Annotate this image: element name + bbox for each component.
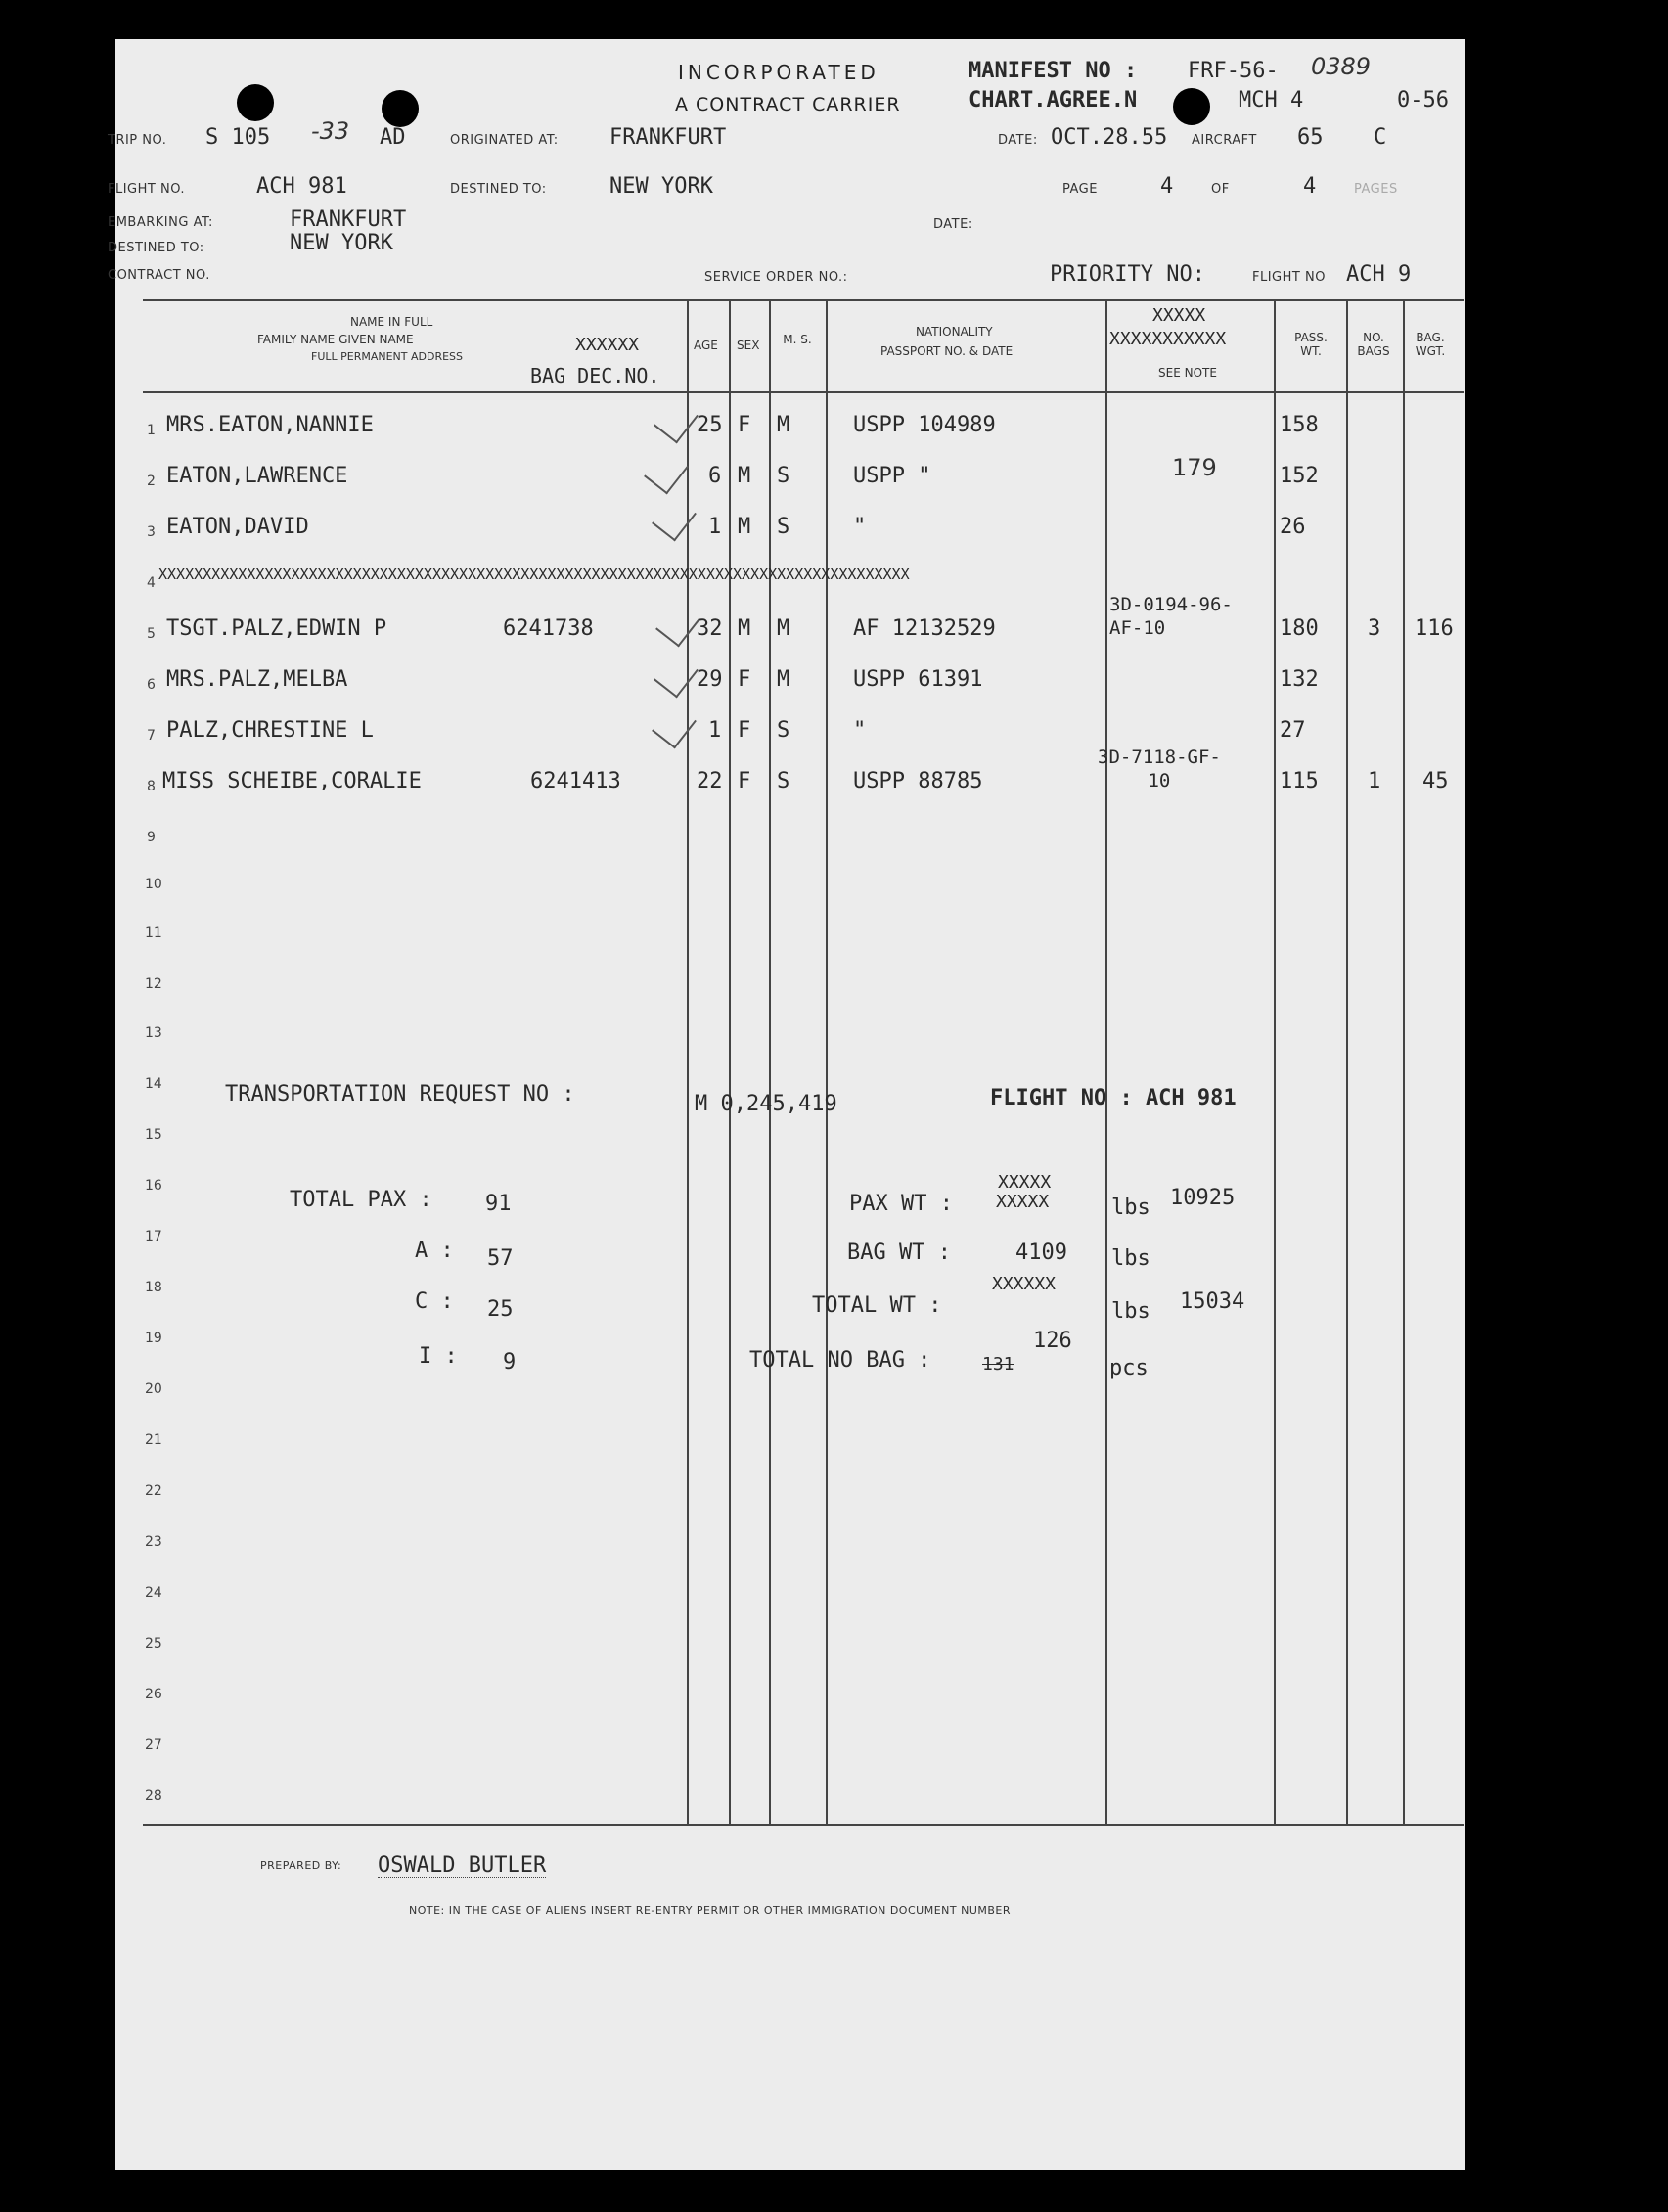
total-wt-label: TOTAL WT : xyxy=(812,1293,942,1318)
priority-flight-small: FLIGHT NO xyxy=(1252,270,1326,285)
passenger-name: MRS.EATON,NANNIE xyxy=(166,413,374,437)
row-number: 22 xyxy=(145,1483,162,1499)
passenger-name-struck: XXXXXXXXXXXXXXXXXXXXXXXXXXXXXXXXXXXXXXXXXXXXXXXXXXXXXXXXXXXXXXXXXXXXXXXXXXXXXXXXXXXXX xyxy=(158,565,910,583)
total-bag-pcs: pcs xyxy=(1109,1356,1149,1380)
bag-wt-lbs: lbs xyxy=(1111,1246,1150,1271)
pax-wt-struck: XXXXX xyxy=(998,1172,1052,1193)
aircraft-tail: C xyxy=(1374,125,1387,150)
pax-wt-label: PAX WT : xyxy=(849,1192,953,1216)
chart-agree-label: CHART.AGREE.N xyxy=(969,88,1138,113)
passenger-passport: AF 12132529 xyxy=(853,616,996,641)
i-value: 9 xyxy=(503,1350,517,1375)
row-number: 2 xyxy=(147,474,156,489)
col-header-name-struck: XXXXXX xyxy=(575,335,640,355)
passenger-name: PALZ,CHRESTINE L xyxy=(166,718,374,743)
a-label: A : xyxy=(415,1239,454,1263)
passenger-sex: F xyxy=(738,667,751,692)
checkmark-icon xyxy=(654,653,699,699)
chart-agree-tail: 0-56 xyxy=(1397,88,1449,113)
passenger-wt: 158 xyxy=(1280,413,1319,437)
col-header-name-l3: FULL PERMANENT ADDRESS xyxy=(311,350,464,363)
c-label: C : xyxy=(415,1289,454,1314)
destined-label: DESTINED TO: xyxy=(450,182,547,197)
passenger-sex: M xyxy=(738,515,751,539)
passenger-passport: " xyxy=(853,718,867,743)
manifest-label: MANIFEST NO : xyxy=(969,59,1138,83)
col-rule-note xyxy=(1105,299,1107,1824)
passenger-id: 6241413 xyxy=(530,769,621,793)
col-header-sex: SEX xyxy=(737,339,760,352)
passenger-ms: M xyxy=(777,667,790,692)
aircraft-value: 65 xyxy=(1297,125,1324,150)
trip-label: TRIP NO. xyxy=(108,133,167,148)
total-bag-label: TOTAL NO BAG : xyxy=(749,1348,931,1373)
passenger-age: 6 xyxy=(708,464,722,488)
col-header-pass-wt: PASS. WT. xyxy=(1294,331,1328,358)
checkmark-icon xyxy=(652,496,697,542)
passenger-wt: 152 xyxy=(1280,464,1319,488)
col-header-bag-dec: BAG DEC.NO. xyxy=(530,364,660,387)
summary-flight: FLIGHT NO : ACH 981 xyxy=(990,1086,1237,1110)
row-number: 5 xyxy=(147,626,156,642)
passenger-bag-weight: 45 xyxy=(1422,769,1449,793)
trip-value: S 105 xyxy=(205,125,271,150)
passenger-ms: S xyxy=(777,718,790,743)
priority-label: PRIORITY NO: xyxy=(1050,262,1205,287)
originated-value: FRANKFURT xyxy=(609,125,727,150)
col-header-see-note: SEE NOTE xyxy=(1158,366,1217,380)
row-number: 21 xyxy=(145,1432,162,1448)
row-number: 8 xyxy=(147,779,156,794)
a-value: 57 xyxy=(487,1246,514,1271)
pax-wt-struck-line2: XXXXX xyxy=(996,1192,1050,1212)
row-number: 1 xyxy=(147,423,156,438)
passenger-wt: 180 xyxy=(1280,616,1319,641)
passenger-sex: F xyxy=(738,769,751,793)
total-wt-struck: XXXXXX xyxy=(992,1274,1057,1294)
row-number: 10 xyxy=(145,877,162,892)
col-header-nationality-l2: PASSPORT NO. & DATE xyxy=(880,344,1014,358)
row-number: 4 xyxy=(147,575,156,591)
immigration-note: NOTE: IN THE CASE OF ALIENS INSERT RE-ENTRY PERMIT OR OTHER IMMIGRATION DOCUMENT NUMBER xyxy=(409,1904,1011,1917)
checkmark-icon xyxy=(654,398,699,444)
checkmark-icon xyxy=(644,449,689,495)
row-number: 7 xyxy=(147,728,156,744)
row-number: 25 xyxy=(145,1636,162,1651)
row-number: 23 xyxy=(145,1534,162,1550)
trip-suffix: AD xyxy=(380,125,406,150)
page-value: 4 xyxy=(1160,174,1174,199)
passenger-passport: USPP 88785 xyxy=(853,769,983,793)
row-number: 20 xyxy=(145,1381,162,1397)
embarking-label: EMBARKING AT: xyxy=(108,215,213,230)
date-label: DATE: xyxy=(998,133,1038,148)
passenger-id: 6241738 xyxy=(503,616,594,641)
passenger-name: TSGT.PALZ,EDWIN P xyxy=(166,616,387,641)
passenger-passport: " xyxy=(853,515,867,539)
row-number: 14 xyxy=(145,1076,162,1092)
col-header-age: AGE xyxy=(694,339,718,352)
pax-wt-value: 10925 xyxy=(1170,1186,1236,1210)
manifest-sheet xyxy=(108,39,1465,2170)
i-label: I : xyxy=(419,1344,458,1369)
passenger-age: 1 xyxy=(708,718,722,743)
col-rule-sex xyxy=(729,299,731,1824)
col-rule-nationality xyxy=(826,299,828,1824)
of-value: 4 xyxy=(1303,174,1317,199)
passenger-wt: 132 xyxy=(1280,667,1319,692)
flight-value: ACH 981 xyxy=(256,174,347,199)
col-rule-nobags xyxy=(1346,299,1348,1824)
passenger-passport: USPP " xyxy=(853,464,931,488)
total-bag-value: 126 xyxy=(1033,1329,1072,1353)
embarking-value: FRANKFURT xyxy=(290,207,407,232)
prepared-by-value: OSWALD BUTLER xyxy=(378,1853,547,1877)
passenger-ms: M xyxy=(777,413,790,437)
total-wt-value: 15034 xyxy=(1180,1289,1245,1314)
col-header-nationality-l1: NATIONALITY xyxy=(916,325,993,339)
passenger-age: 25 xyxy=(697,413,723,437)
passenger-bags: 3 xyxy=(1368,616,1381,641)
total-bag-struck: 131 xyxy=(982,1354,1014,1375)
passenger-age: 32 xyxy=(697,616,723,641)
passenger-name: EATON,DAVID xyxy=(166,515,309,539)
col-header-name-l2: FAMILY NAME GIVEN NAME xyxy=(257,333,414,346)
row-number: 17 xyxy=(145,1229,162,1244)
punch-hole-right xyxy=(1173,88,1210,125)
passenger-wt: 115 xyxy=(1280,769,1319,793)
passenger-wt: 26 xyxy=(1280,515,1306,539)
col-header-name-l1: NAME IN FULL xyxy=(350,315,433,329)
row-number: 16 xyxy=(145,1178,162,1194)
passenger-ms: S xyxy=(777,769,790,793)
punch-hole-left xyxy=(237,84,274,121)
checkmark-icon xyxy=(655,602,700,648)
prepared-by-label: PREPARED BY: xyxy=(260,1859,342,1872)
col-header-ms: M. S. xyxy=(783,333,812,346)
passenger-ms: S xyxy=(777,464,790,488)
date-value: OCT.28.55 xyxy=(1051,125,1168,150)
row-number: 26 xyxy=(145,1687,162,1702)
originated-label: ORIGINATED AT: xyxy=(450,133,559,148)
col-header-no-bags: NO. BAGS xyxy=(1357,331,1390,358)
punch-hole-center xyxy=(382,90,419,127)
col-header-note-struck1: XXXXX xyxy=(1152,305,1206,326)
row-number: 24 xyxy=(145,1585,162,1601)
chart-agree-value: MCH 4 xyxy=(1239,88,1304,113)
pages-label: PAGES xyxy=(1354,182,1398,197)
passenger-note: 3D-7118-GF- 10 xyxy=(1098,746,1221,791)
passenger-name: MRS.PALZ,MELBA xyxy=(166,667,348,692)
row-number: 12 xyxy=(145,976,162,992)
bag-wt-value: 4109 xyxy=(1015,1241,1067,1265)
row-number: 6 xyxy=(147,677,156,693)
row-number: 28 xyxy=(145,1788,162,1804)
passenger-passport: USPP 104989 xyxy=(853,413,996,437)
row-number: 15 xyxy=(145,1127,162,1143)
passenger-sex: M xyxy=(738,464,751,488)
passenger-age: 1 xyxy=(708,515,722,539)
destined2-value: NEW YORK xyxy=(290,231,393,255)
passenger-name: EATON,LAWRENCE xyxy=(166,464,348,488)
passenger-sex: F xyxy=(738,413,751,437)
page-label: PAGE xyxy=(1062,182,1098,197)
row-number: 27 xyxy=(145,1738,162,1753)
passenger-name: MISS SCHEIBE,CORALIE xyxy=(162,769,422,793)
manifest-number-handwritten: 0389 xyxy=(1311,53,1372,80)
col-header-note-struck2: XXXXXXXXXXX xyxy=(1109,329,1227,349)
destined2-label: DESTINED TO: xyxy=(108,241,204,255)
c-value: 25 xyxy=(487,1297,514,1322)
passenger-age: 22 xyxy=(697,769,723,793)
row-number: 18 xyxy=(145,1280,162,1295)
total-pax-label: TOTAL PAX : xyxy=(290,1188,432,1212)
transport-request-label: TRANSPORTATION REQUEST NO : xyxy=(225,1082,575,1106)
priority-flight-value: ACH 9 xyxy=(1346,262,1412,287)
passenger-sex: F xyxy=(738,718,751,743)
passenger-bag-weight: 116 xyxy=(1415,616,1454,641)
row-number: 13 xyxy=(145,1025,162,1041)
col-rule-bagwgt xyxy=(1403,299,1405,1824)
pax-wt-lbs: lbs xyxy=(1111,1196,1150,1220)
col-rule-age xyxy=(687,299,689,1824)
passenger-passport: USPP 61391 xyxy=(853,667,983,692)
total-pax-value: 91 xyxy=(485,1192,512,1216)
passenger-wt: 27 xyxy=(1280,718,1306,743)
of-label: OF xyxy=(1211,182,1230,197)
passenger-bags: 1 xyxy=(1368,769,1381,793)
table-header-rule xyxy=(143,391,1464,393)
passenger-ms: M xyxy=(777,616,790,641)
col-header-bag-wgt: BAG. WGT. xyxy=(1415,331,1446,358)
trip-handwritten: -33 xyxy=(311,117,350,145)
table-top-rule xyxy=(143,299,1464,301)
col-rule-ms xyxy=(769,299,771,1824)
row-number: 9 xyxy=(147,830,156,845)
passenger-sex: M xyxy=(738,616,751,641)
destined-value: NEW YORK xyxy=(609,174,713,199)
total-wt-lbs: lbs xyxy=(1111,1299,1150,1324)
passenger-note: 3D-0194-96- AF-10 xyxy=(1109,594,1233,639)
passenger-note: 179 xyxy=(1172,454,1217,481)
carrier-line: A CONTRACT CARRIER xyxy=(675,94,901,115)
row-number: 3 xyxy=(147,524,156,540)
passenger-age: 29 xyxy=(697,667,723,692)
row-number: 19 xyxy=(145,1331,162,1346)
row-number: 11 xyxy=(145,925,162,941)
company-line: INCORPORATED xyxy=(678,61,879,84)
aircraft-label: AIRCRAFT xyxy=(1192,133,1257,148)
date2-label: DATE: xyxy=(933,217,973,232)
contract-label: CONTRACT NO. xyxy=(108,268,210,283)
transport-request-value: M 0,245,419 xyxy=(695,1092,837,1116)
col-rule-passwt xyxy=(1274,299,1276,1824)
flight-label: FLIGHT NO. xyxy=(108,182,186,197)
passenger-ms: S xyxy=(777,515,790,539)
bag-wt-label: BAG WT : xyxy=(847,1241,951,1265)
checkmark-icon xyxy=(652,703,697,749)
manifest-number: FRF-56- xyxy=(1188,59,1279,83)
service-order-label: SERVICE ORDER NO.: xyxy=(704,270,848,285)
table-bottom-rule xyxy=(143,1824,1464,1826)
